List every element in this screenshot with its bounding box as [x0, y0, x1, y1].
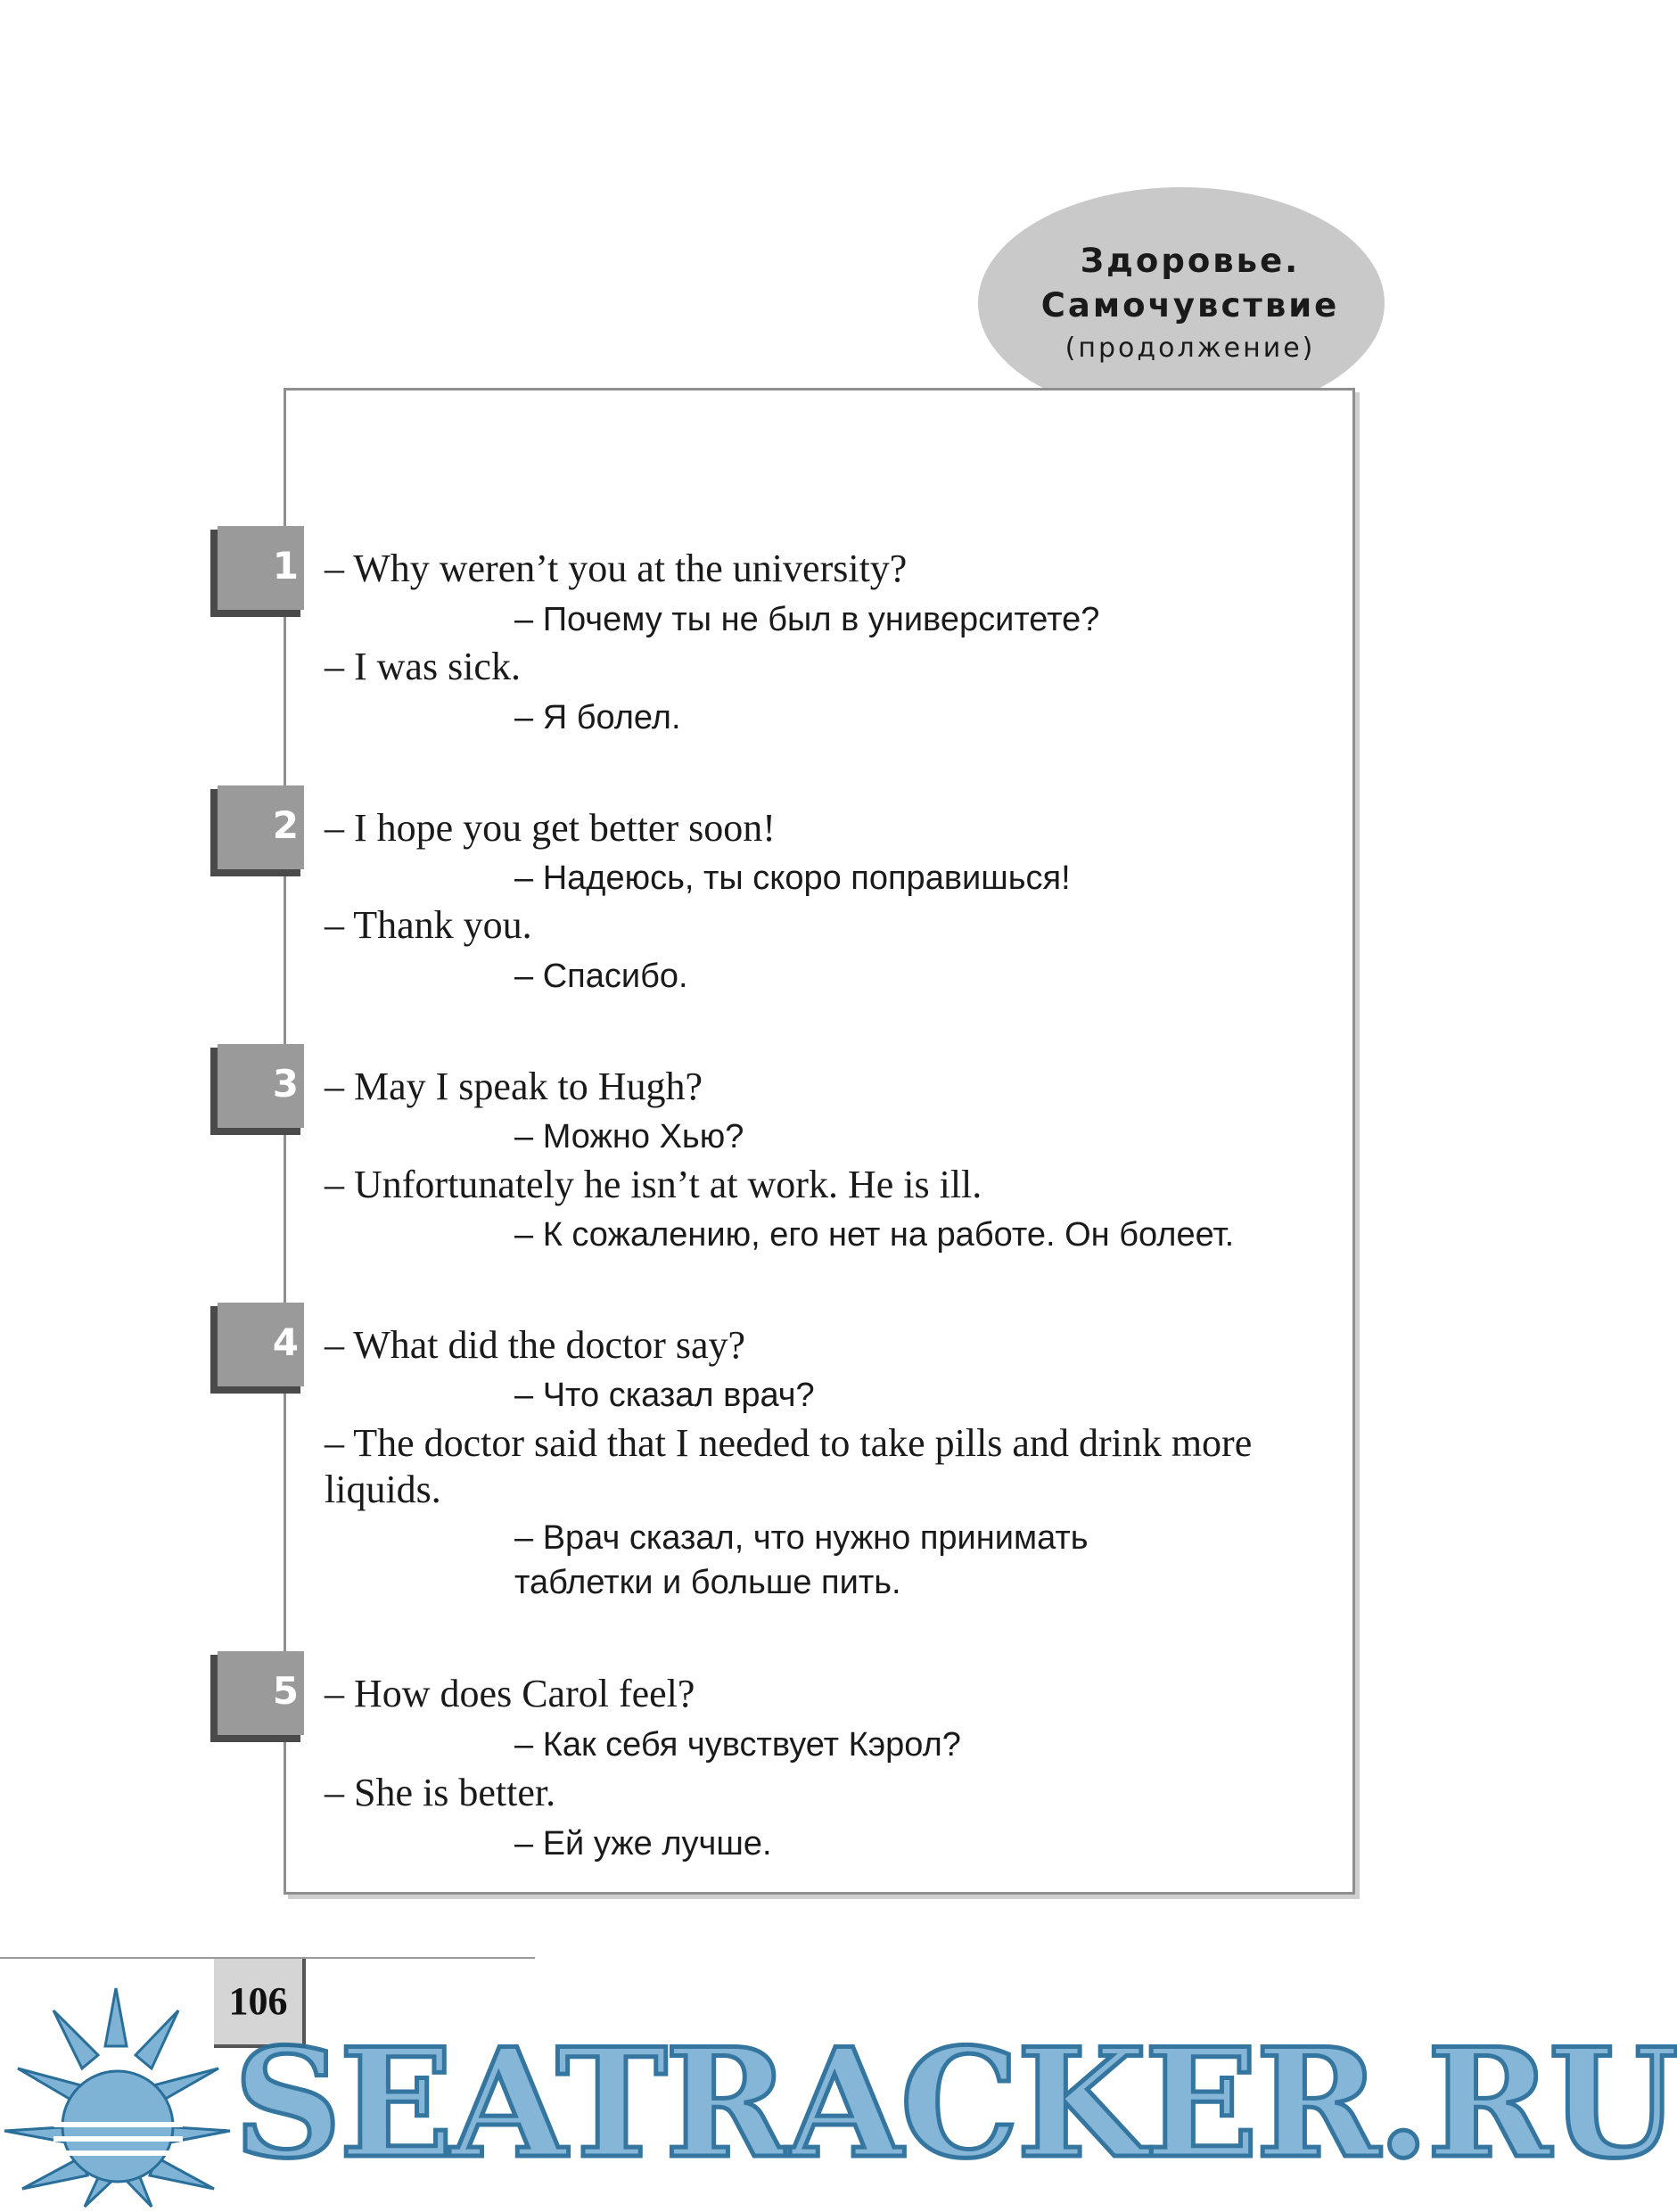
dialog-answer-ru: – Спасибо. — [514, 958, 688, 995]
dialog-number: 1 — [272, 544, 299, 588]
dialog-answer-en: – She is better. — [325, 1771, 556, 1814]
dialog-question-en: – Why weren’t you at the university? — [325, 547, 908, 590]
dialog-number: 2 — [272, 803, 299, 847]
dialog-answer-ru: – Я болел. — [514, 699, 681, 736]
dialog-answer-ru-line2: таблетки и больше пить. — [514, 1564, 901, 1601]
topic-title-line2: Самочувствие — [1040, 286, 1340, 325]
dialog-number: 3 — [272, 1062, 299, 1106]
sun-logo-icon — [0, 1961, 241, 2212]
dialog-number-block — [210, 1303, 304, 1392]
dialog-number-block — [210, 1651, 304, 1740]
watermark-text: SEATRACKER.RU — [234, 2015, 1677, 2191]
page-number: 106 — [228, 1979, 288, 2023]
dialog-answer-ru: – Ей уже лучше. — [514, 1825, 772, 1863]
dialog-answer-en: – The doctor said that I needed to take pills and drink more liquids. — [325, 1421, 1253, 1511]
dialog-question-ru: – Что сказал врач? — [514, 1377, 815, 1414]
dialog-question-ru: – Как себя чувствует Кэрол? — [514, 1726, 961, 1764]
dialog-question-en: – I hope you get better soon! — [325, 806, 776, 850]
dialog-answer-en: – I was sick. — [325, 645, 521, 688]
dialog-question-en: – What did the doctor say? — [325, 1323, 746, 1367]
dialog-answer-ru-line1: – Врач сказал, что нужно принимать — [514, 1519, 1089, 1557]
topic-title — [994, 239, 1386, 369]
dialog-number-block — [210, 785, 304, 875]
dialog-question-en: – How does Carol feel? — [325, 1672, 695, 1715]
dialog-number-block — [210, 1044, 304, 1133]
dialog-number: 4 — [272, 1320, 299, 1364]
dialog-question-ru: – Почему ты не был в университете? — [514, 601, 1100, 638]
dialog-answer-ru: – К сожалению, его нет на работе. Он болеет. — [514, 1216, 1235, 1254]
dialog-question-ru: – Можно Хью? — [514, 1118, 744, 1155]
topic-subtitle: (продолжение) — [1065, 333, 1316, 364]
dialog-number-block — [210, 526, 304, 615]
dialog-answer-en: – Thank you. — [325, 903, 532, 947]
topic-title-line1: Здоровье. — [1080, 242, 1301, 280]
dialog-question-en: – May I speak to Hugh? — [325, 1065, 703, 1108]
dialog-number: 5 — [272, 1669, 299, 1713]
dialog-answer-en: – Unfortunately he isn’t at work. He is ill. — [325, 1163, 982, 1206]
dialog-question-ru: – Надеюсь, ты скоро поправишься! — [514, 859, 1071, 897]
